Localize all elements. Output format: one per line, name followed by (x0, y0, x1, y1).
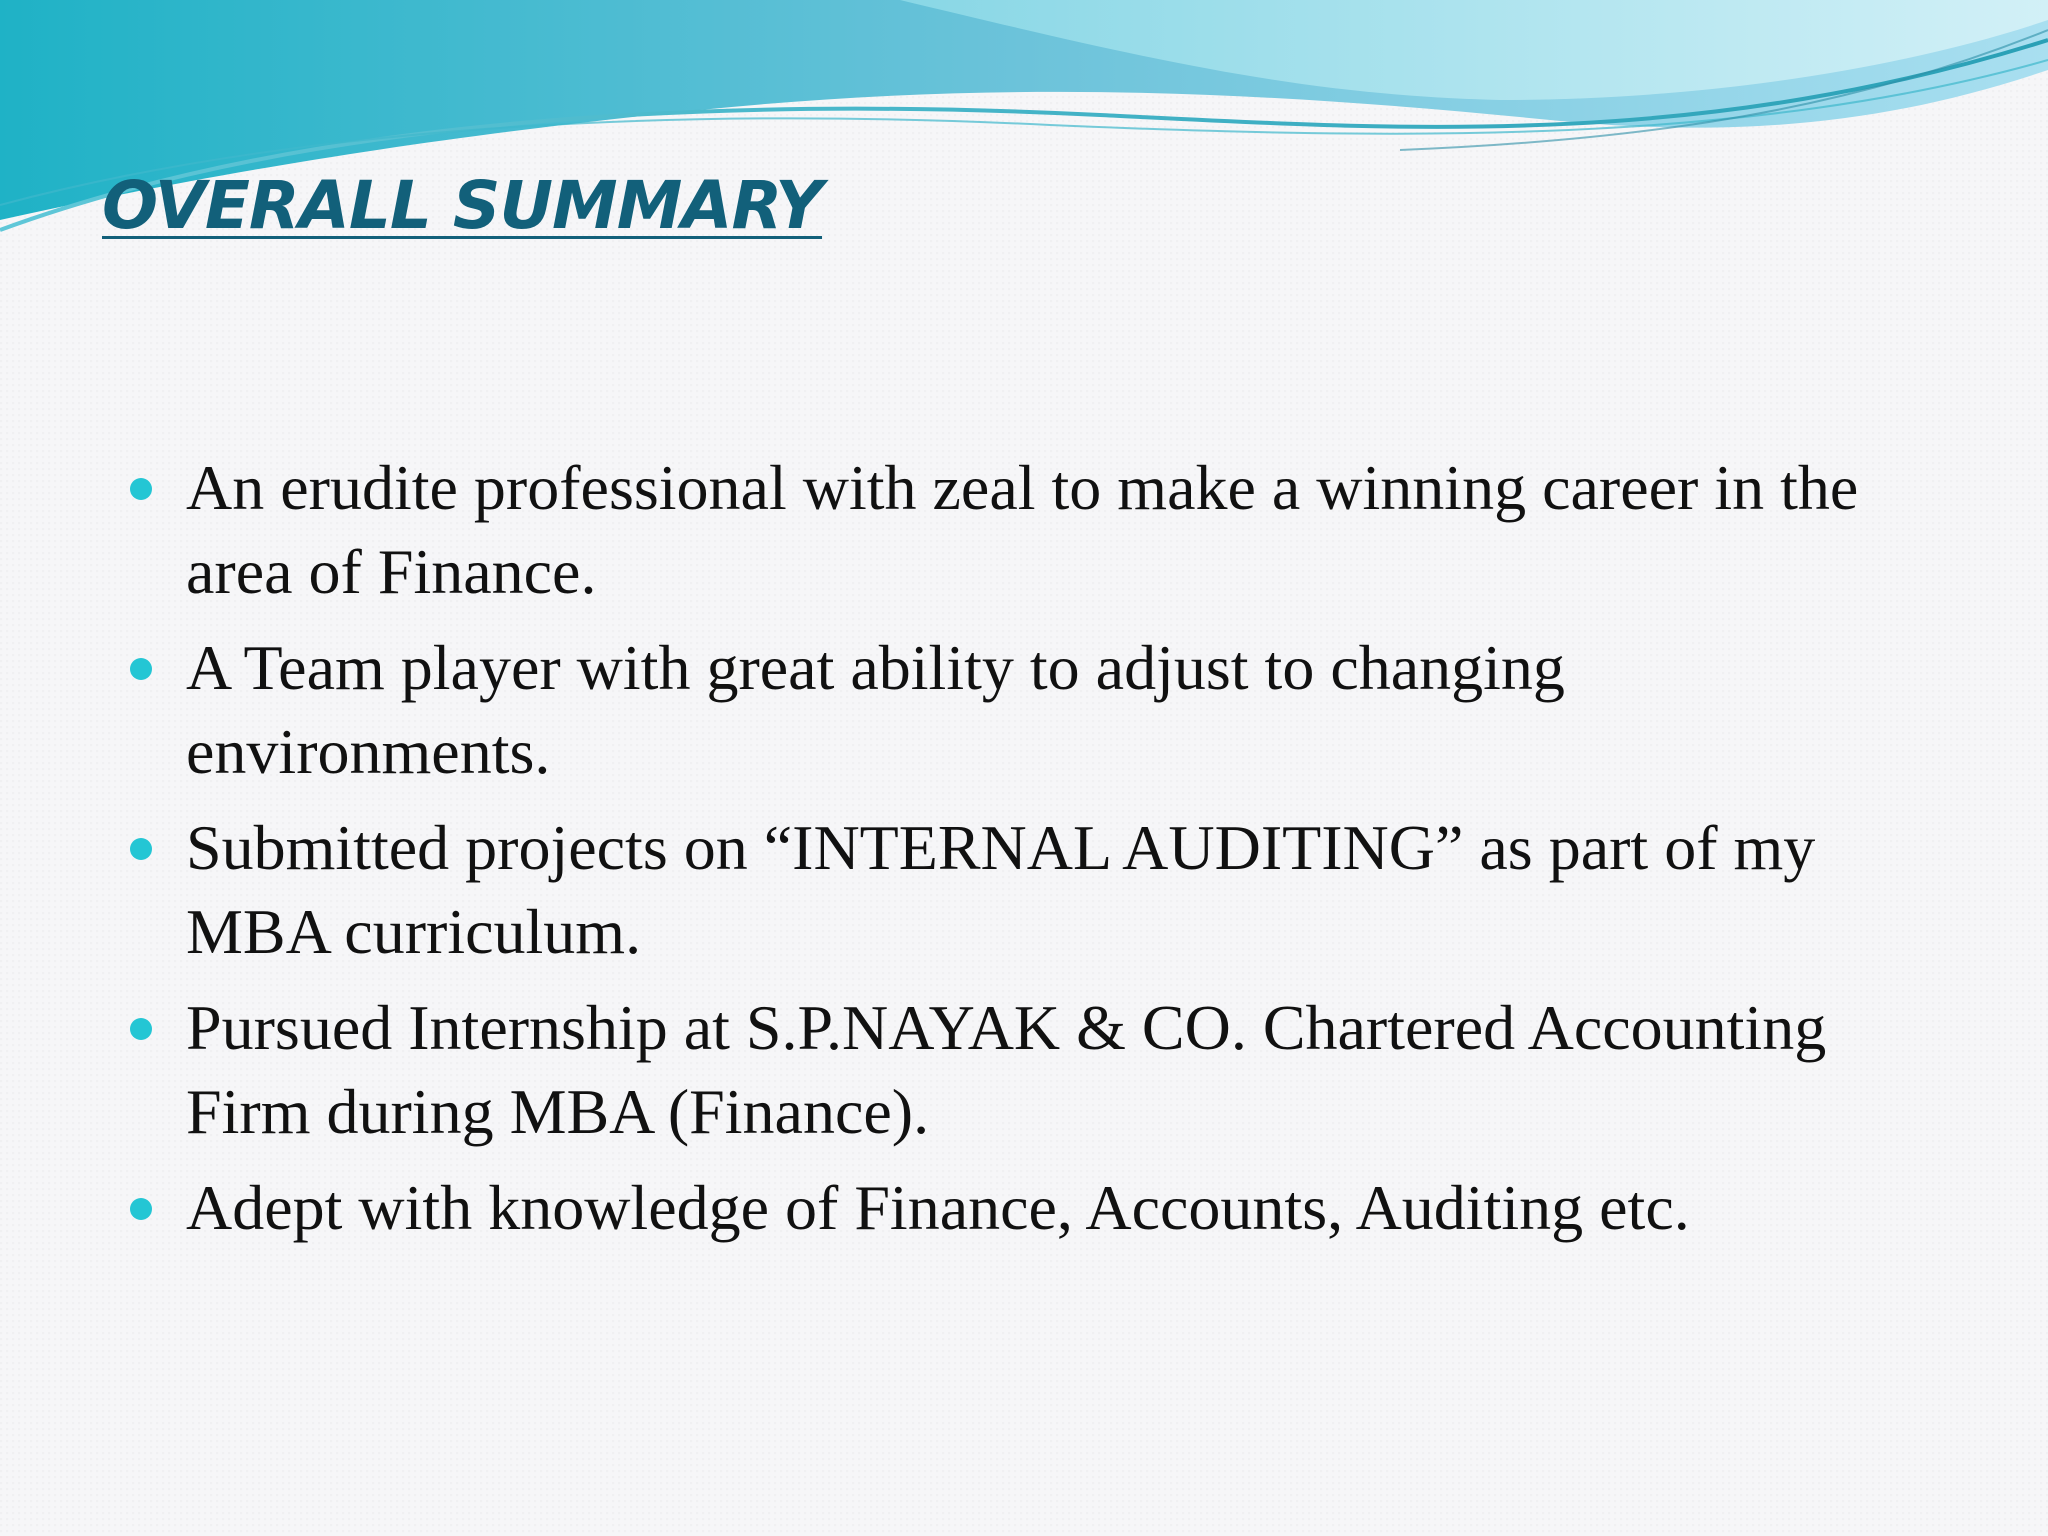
bullet-icon (130, 1018, 152, 1040)
bullet-list (130, 446, 1930, 1262)
bullet-text: Adept with knowledge of Finance, Accounts, Auditing etc. (186, 1172, 1690, 1243)
list-item (130, 806, 1930, 974)
bullet-icon (130, 658, 152, 680)
bullet-icon (130, 838, 152, 860)
bullet-text: Pursued Internship at S.P.NAYAK & CO. Chartered Accounting Firm during MBA (Finance). (186, 992, 1827, 1147)
bullet-icon (130, 1198, 152, 1220)
list-item (130, 626, 1930, 794)
bullet-icon (130, 478, 152, 500)
bullet-text: An erudite professional with zeal to make a winning career in the area of Finance. (186, 452, 1859, 607)
bullet-text: Submitted projects on “INTERNAL AUDITING” as part of my MBA curriculum. (186, 812, 1816, 967)
list-item (130, 1166, 1930, 1250)
list-item (130, 986, 1930, 1154)
bullet-text: A Team player with great ability to adjust to changing environments. (186, 632, 1565, 787)
list-item (130, 446, 1930, 614)
slide-title: OVERALL SUMMARY (102, 167, 823, 244)
